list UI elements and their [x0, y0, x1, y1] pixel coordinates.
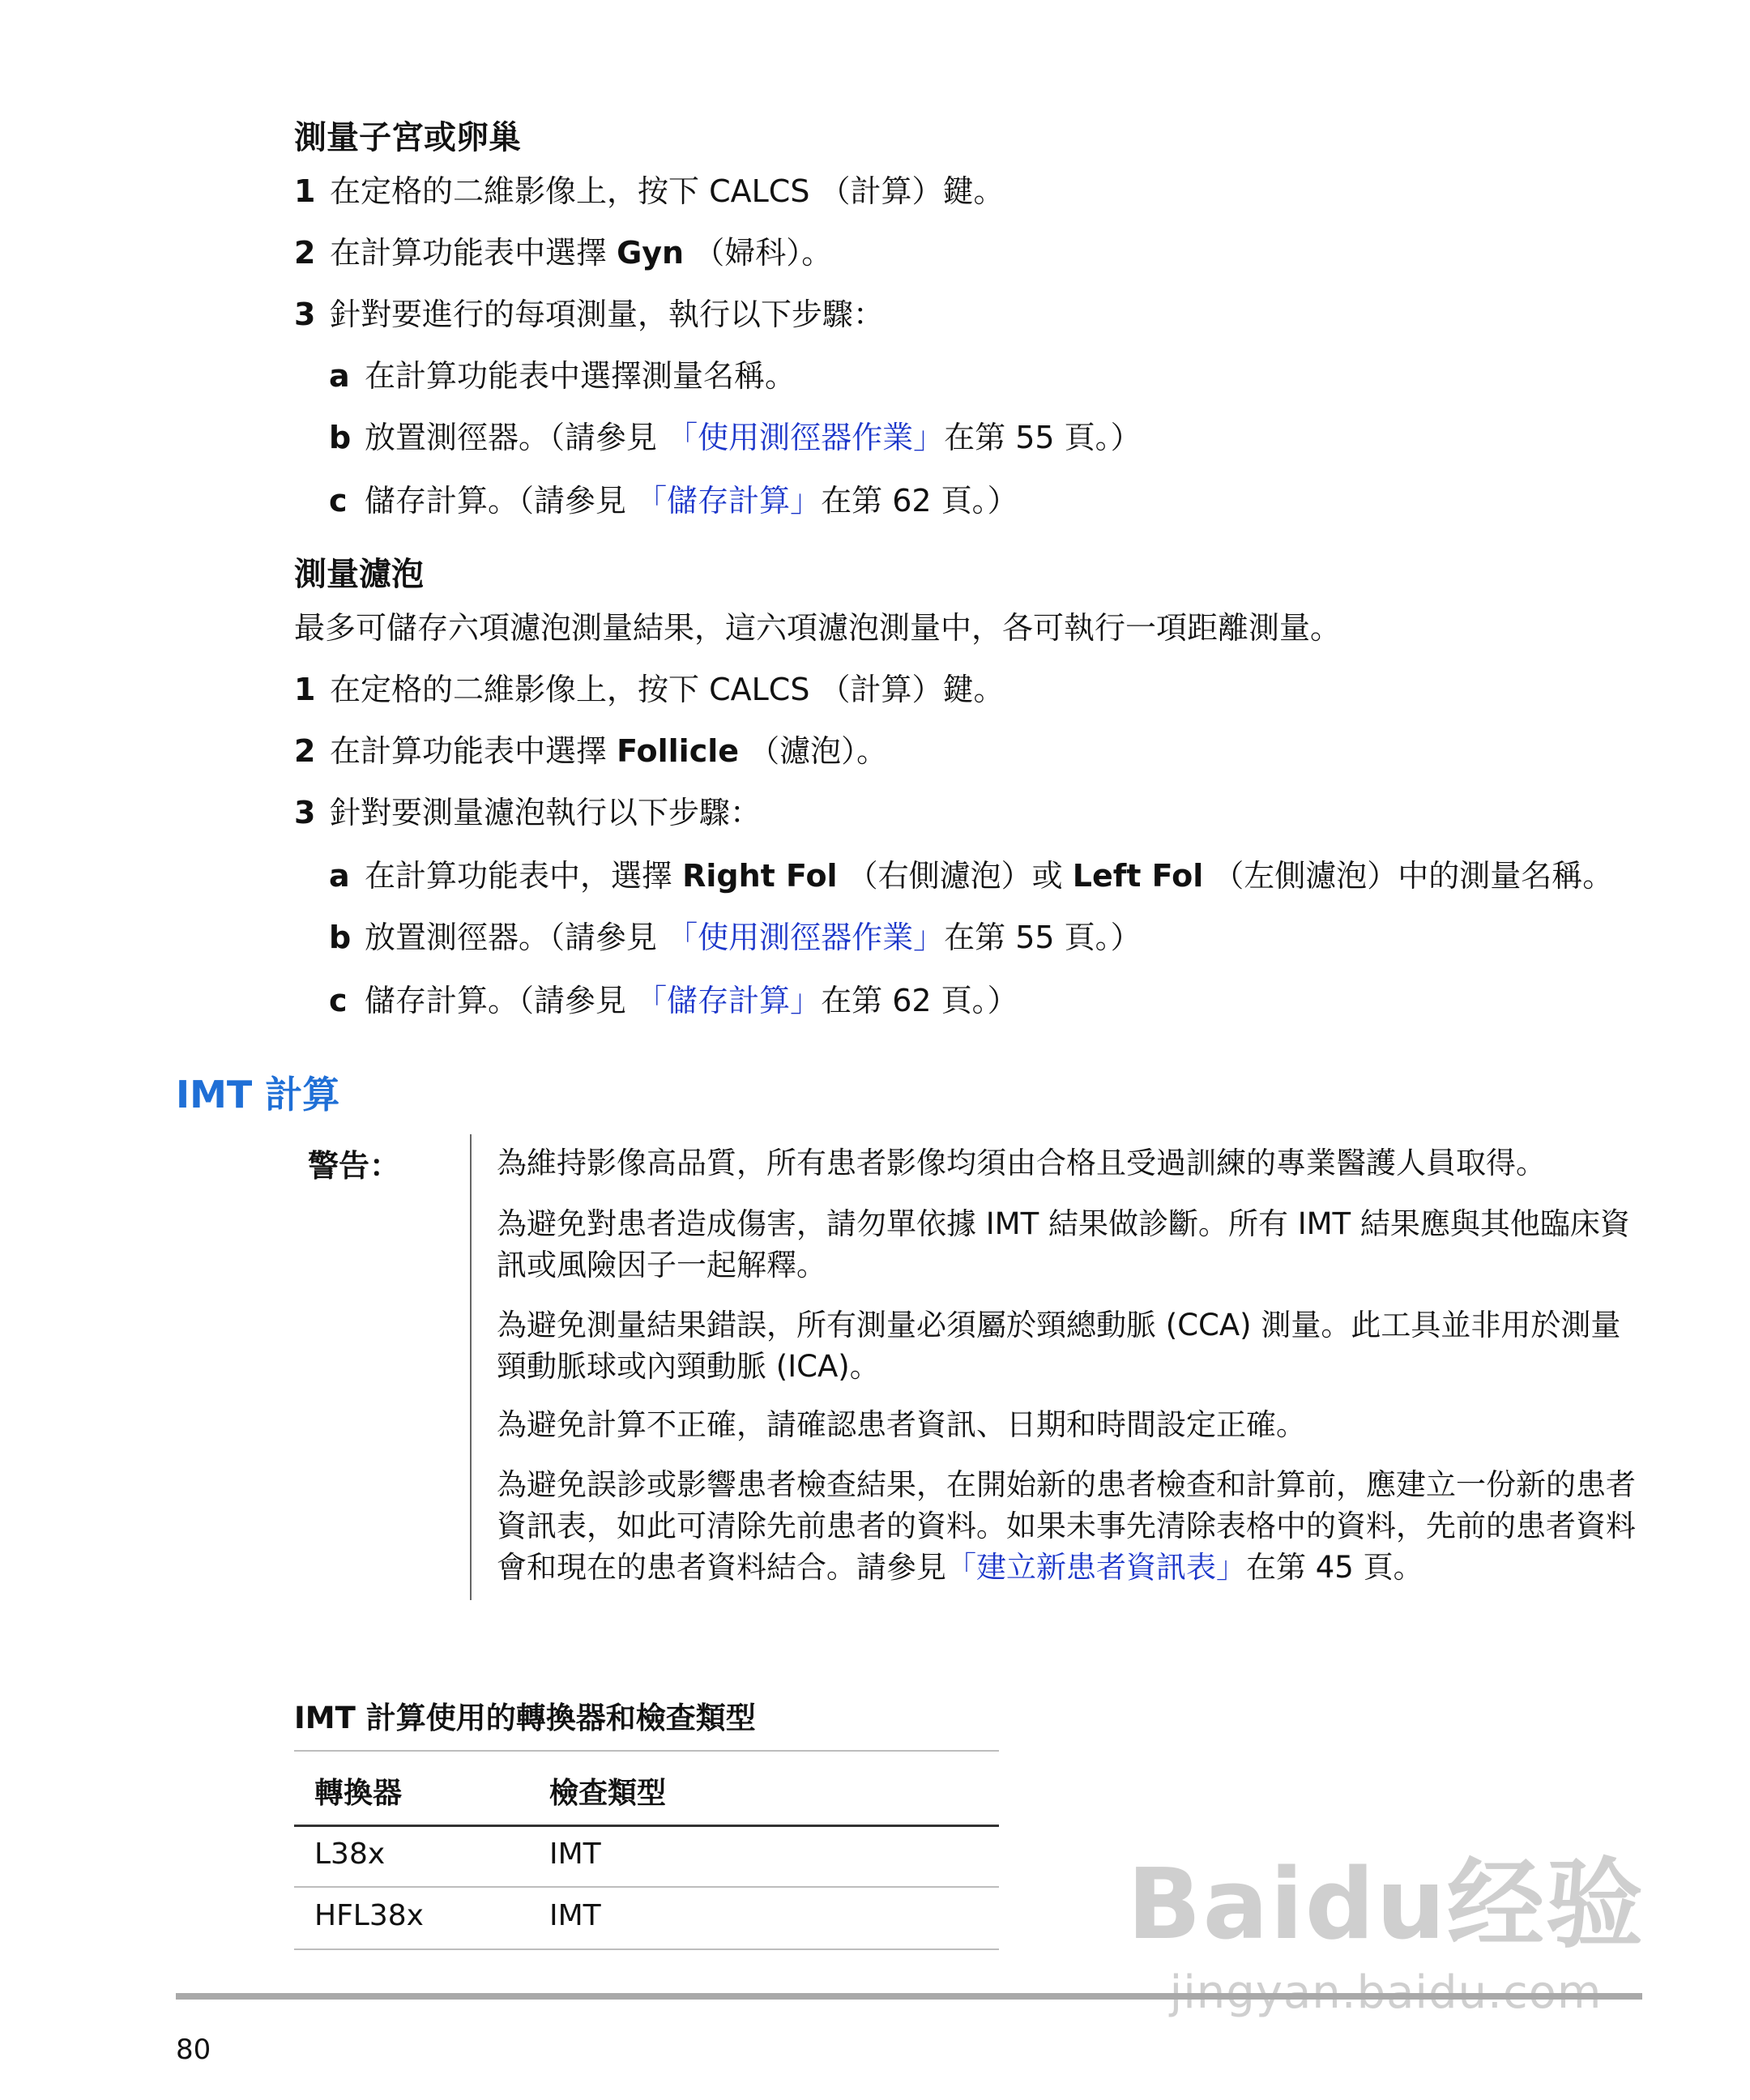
follicle-step-3: 3 針對要測量濾泡執行以下步驟： — [294, 795, 762, 830]
step-3: 3 針對要進行的每項測量，執行以下步驟： — [294, 297, 885, 332]
table-cell: HFL38x — [314, 1899, 424, 1932]
table-cell: IMT — [549, 1899, 601, 1932]
baidu-watermark: Baidu经验 — [1127, 1849, 1645, 1961]
follicle-substep-b: b 放置測徑器。（請參見 「使用測徑器作業」在第 55 頁。） — [329, 920, 1142, 955]
warning-2: 為避免對患者造成傷害，請勿單依據 IMT 結果做診斷。所有 IMT 結果應與其他臨床資訊或風險因子一起解釋。 — [497, 1206, 1630, 1283]
step-2: 2 在計算功能表中選擇 Gyn （婦科）。 — [294, 235, 833, 271]
section-title-uterus-ovary: 測量子宮或卵巢 — [294, 119, 521, 156]
warning-3: 為避免測量結果錯誤，所有測量必須屬於頸總動脈 (CCA) 測量。此工具並非用於測量頸動脈球或內頸動脈 (ICA)。 — [497, 1308, 1621, 1384]
warning-5: 為避免誤診或影響患者檢查結果，在開始新的患者檢查和計算前，應建立一份新的患者資訊表，如此可清除先前患者的資料。如果未事先清除表格中的資料，先前的患者資料會和現在的患者資料結合。請參見「建立新患者資訊表」在第 45 頁。 — [497, 1467, 1636, 1585]
link-new-patient-form[interactable]: 「建立新患者資訊表」 — [946, 1550, 1246, 1585]
link-save-calc-2[interactable]: 「儲存計算」 — [636, 983, 822, 1018]
step-1: 1 在定格的二維影像上，按下 CALCS （計算）鍵。 — [294, 173, 1005, 209]
follicle-substep-c: c 儲存計算。（請參見 「儲存計算」在第 62 頁。） — [329, 983, 1018, 1018]
table-row-rule — [294, 1886, 999, 1888]
table-cell: L38x — [314, 1838, 386, 1871]
table-header-rule — [294, 1825, 999, 1827]
warning-4: 為避免計算不正確，請確認患者資訊、日期和時間設定正確。 — [497, 1407, 1306, 1442]
imt-heading: IMT 計算 — [176, 1073, 340, 1116]
footer-rule — [176, 1993, 1642, 2000]
table-top-rule — [294, 1750, 999, 1752]
link-calipers-2[interactable]: 「使用測徑器作業」 — [667, 920, 945, 955]
table-header-transducer: 轉換器 — [314, 1777, 403, 1810]
table-title: IMT 計算使用的轉換器和檢查類型 — [294, 1701, 756, 1735]
table-bottom-rule — [294, 1948, 999, 1950]
substep-a: a 在計算功能表中選擇測量名稱。 — [329, 358, 796, 394]
substep-c: c 儲存計算。（請參見 「儲存計算」在第 62 頁。） — [329, 483, 1018, 519]
follicle-step-2: 2 在計算功能表中選擇 Follicle （濾泡）。 — [294, 733, 888, 769]
warning-1: 為維持影像高品質，所有患者影像均須由合格且受過訓練的專業醫護人員取得。 — [497, 1146, 1546, 1180]
link-calipers[interactable]: 「使用測徑器作業」 — [667, 420, 945, 455]
follicle-step-1: 1 在定格的二維影像上，按下 CALCS （計算）鍵。 — [294, 672, 1005, 707]
table-cell: IMT — [549, 1838, 601, 1871]
warning-rule — [470, 1134, 472, 1600]
warning-label: 警告： — [308, 1148, 401, 1184]
section-title-follicle: 測量濾泡 — [294, 556, 424, 593]
follicle-substep-a: a 在計算功能表中，選擇 Right Fol （右側濾泡）或 Left Fol （左側濾泡）中的測量名稱。 — [329, 858, 1614, 894]
page-number: 80 — [176, 2034, 211, 2066]
link-save-calc[interactable]: 「儲存計算」 — [636, 483, 822, 519]
follicle-intro: 最多可儲存六項濾泡測量結果，這六項濾泡測量中，各可執行一項距離測量。 — [294, 610, 1342, 646]
substep-b: b 放置測徑器。（請參見 「使用測徑器作業」在第 55 頁。） — [329, 420, 1142, 455]
table-header-exam-type: 檢查類型 — [549, 1777, 667, 1810]
